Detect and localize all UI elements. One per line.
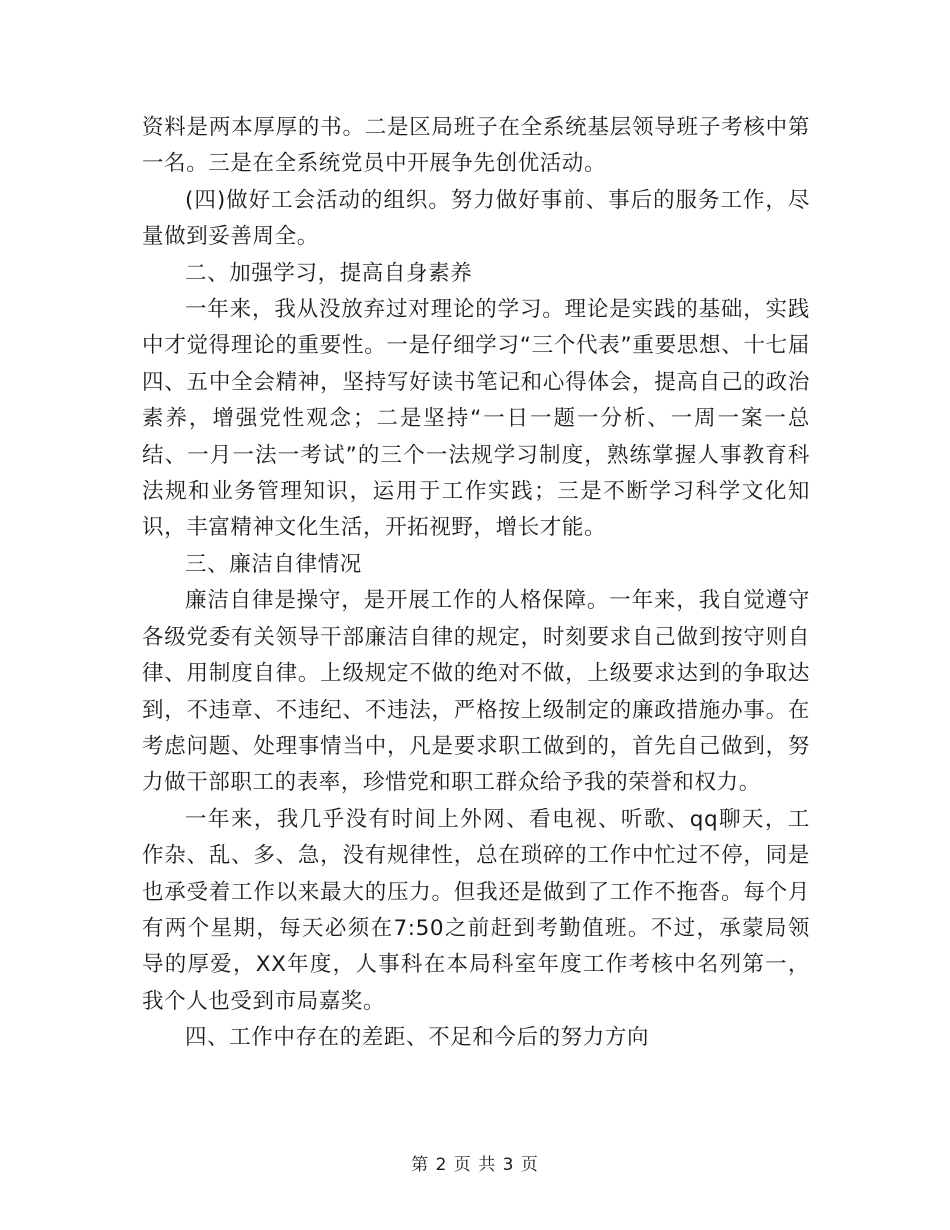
- paragraph: 一年来，我几乎没有时间上外网、看电视、听歌、qq聊天，工作杂、乱、多、急，没有规律性，总在琐碎的工作中忙过不停，同是也承受着工作以来最大的压力。但我还是做到了工作不拖沓。每个月有两个星期，每天必须在7:50之前赶到考勤值班。不过，承蒙局领导的厚爱，XX年度，人事科在本局科室年度工作考核中名列第一，我个人也受到市局嘉奖。: [142, 806, 810, 1014]
- section-heading: 四、工作中存在的差距、不足和今后的努力方向: [185, 1025, 650, 1051]
- section-heading: 二、加强学习，提高自身素养: [185, 260, 473, 286]
- section-heading: 三、廉洁自律情况: [185, 551, 362, 577]
- paragraph: (四)做好工会活动的组织。努力做好事前、事后的服务工作，尽量做到妥善周全。: [142, 187, 810, 250]
- paragraph: 资料是两本厚厚的书。二是区局班子在全系统基层领导班子考核中第一名。三是在全系统党员中开展争先创优活动。: [142, 115, 810, 177]
- paragraph: 廉洁自律是操守，是开展工作的人格保障。一年来，我自觉遵守各级党委有关领导干部廉洁自律的规定，时刻要求自己做到按守则自律、用制度自律。上级规定不做的绝对不做，上级要求达到的争取达到，不违章、不违纪、不违法，严格按上级制定的廉政措施办事。在考虑问题、处理事情当中，凡是要求职工做到的，首先自己做到，努力做干部职工的表率，珍惜党和职工群众给予我的荣誉和权力。: [142, 588, 810, 796]
- page-number-footer: 第 2 页 共 3 页: [411, 1155, 539, 1175]
- paragraph: 一年来，我从没放弃过对理论的学习。理论是实践的基础，实践中才觉得理论的重要性。一是仔细学习“三个代表”重要思想、十七届四、五中全会精神，坚持写好读书笔记和心得体会，提高自己的政治素养，增强党性观念；二是坚持“一日一题一分析、一周一案一总结、一月一法一考试”的三个一法规学习制度，熟练掌握人事教育科法规和业务管理知识，运用于工作实践；三是不断学习科学文化知识，丰富精神文化生活，开拓视野，增长才能。: [142, 297, 810, 541]
- document-body: [142, 110, 810, 1057]
